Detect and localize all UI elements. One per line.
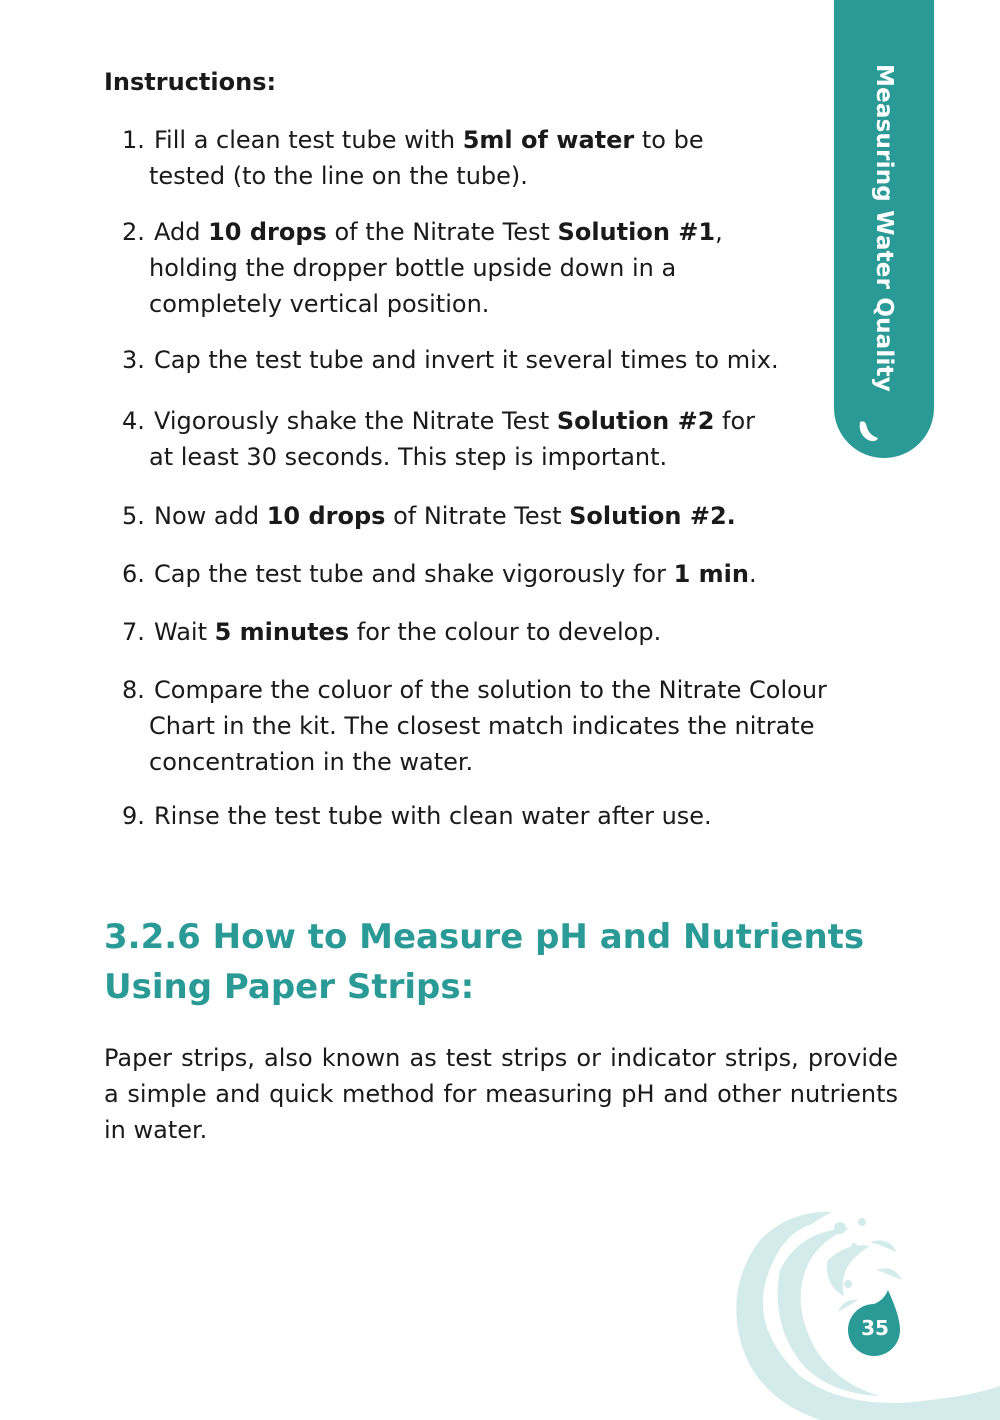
side-tab-label: Measuring Water Quality	[871, 64, 897, 392]
list-item-step-8	[122, 672, 852, 780]
step-text: Now add	[154, 502, 267, 530]
step-number: 7.	[122, 618, 145, 646]
step-emphasis: 1 min	[673, 560, 749, 588]
instructions-heading: Instructions:	[104, 68, 277, 96]
step-text: Wait	[154, 618, 215, 646]
list-item-step-9	[122, 798, 852, 834]
step-line	[122, 403, 852, 439]
step-line	[122, 498, 852, 534]
step-text: of Nitrate Test	[385, 502, 570, 530]
list-item-step-1	[122, 122, 852, 194]
list-item-step-5	[122, 498, 852, 534]
step-line	[122, 214, 852, 250]
step-text: of the Nitrate Test	[326, 218, 558, 246]
step-line	[122, 708, 852, 744]
step-text: Add	[154, 218, 209, 246]
section-heading-line-1: 3.2.6 How to Measure pH and Nutrients	[104, 917, 865, 957]
step-text: Cap the test tube and shake vigorously for	[154, 560, 674, 588]
step-text: Vigorously shake the Nitrate Test	[154, 407, 557, 435]
step-text: concentration in the water.	[149, 748, 474, 776]
step-text: tested (to the line on the tube).	[149, 162, 528, 190]
water-drop-icon	[856, 418, 882, 444]
step-emphasis: Solution #2.	[569, 502, 736, 530]
step-emphasis: 5ml of water	[462, 126, 635, 154]
step-line	[122, 798, 852, 834]
section-heading-line-2: Using Paper Strips:	[104, 967, 475, 1007]
step-number: 6.	[122, 560, 145, 588]
step-line	[122, 122, 852, 158]
list-item-step-2	[122, 214, 852, 322]
step-text: completely vertical position.	[149, 290, 490, 318]
step-text: holding the dropper bottle upside down in a	[149, 254, 677, 282]
step-line	[122, 439, 852, 475]
list-item-step-7	[122, 614, 852, 650]
step-line	[122, 342, 852, 378]
page-number: 35	[861, 1316, 889, 1340]
step-line	[122, 744, 852, 780]
step-line	[122, 158, 852, 194]
step-emphasis: Solution #2	[556, 407, 715, 435]
step-line	[122, 556, 852, 592]
step-text: Fill a clean test tube with	[154, 126, 463, 154]
step-number: 1.	[122, 126, 145, 154]
step-number: 8.	[122, 676, 145, 704]
step-text: Rinse the test tube with clean water after use.	[154, 802, 712, 830]
step-emphasis: Solution #1	[557, 218, 716, 246]
step-text: to be	[634, 126, 704, 154]
step-number: 3.	[122, 346, 145, 374]
step-emphasis: 5 minutes	[214, 618, 350, 646]
step-text: .	[748, 560, 757, 588]
step-line	[122, 672, 852, 708]
step-number: 2.	[122, 218, 145, 246]
list-item-step-3	[122, 342, 852, 378]
section-heading	[104, 912, 864, 1012]
step-text: for	[714, 407, 756, 435]
section-paragraph: Paper strips, also known as test strips or indicator strips, provide a simple and quick method for measuring pH and other nutrients in water.	[104, 1044, 898, 1144]
step-text: Cap the test tube and invert it several times to mix.	[154, 346, 779, 374]
step-number: 9.	[122, 802, 145, 830]
step-text: for the colour to develop.	[349, 618, 662, 646]
list-item-step-6	[122, 556, 852, 592]
step-emphasis: 10 drops	[266, 502, 386, 530]
step-emphasis: 10 drops	[208, 218, 327, 246]
step-line	[122, 286, 852, 322]
step-number: 5.	[122, 502, 145, 530]
step-number: 4.	[122, 407, 145, 435]
step-text: Chart in the kit. The closest match indicates the nitrate	[149, 712, 815, 740]
step-text: at least 30 seconds. This step is important.	[149, 443, 668, 471]
step-text: ,	[715, 218, 723, 246]
step-line	[122, 250, 852, 286]
step-text: Compare the coluor of the solution to the Nitrate Colour	[154, 676, 827, 704]
list-item-step-4	[122, 403, 852, 475]
step-line	[122, 614, 852, 650]
